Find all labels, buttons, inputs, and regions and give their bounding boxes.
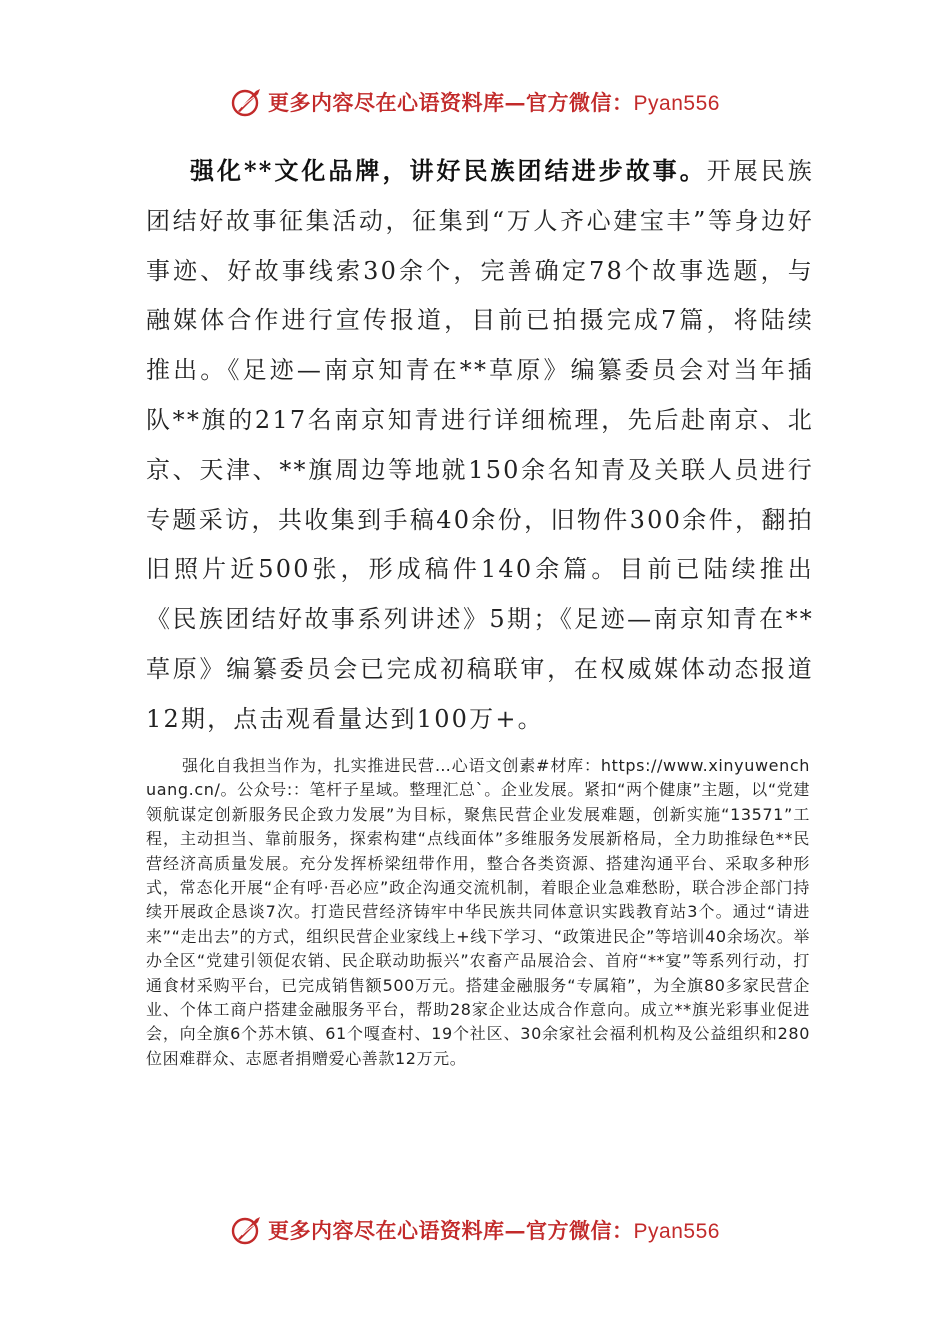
section-1-lead: 强化**文化品牌，讲好民族团结进步故事。 xyxy=(190,156,707,185)
section-2-paragraph: 强化自我担当作为，扎实推进民营…心语文创素#材库：https://www.xinyuwenchuang.cn/。公众号:：笔杆子星域。整理汇总`。企业发展。紧扣“两个健康”主题，以“党建领航谋定创新服务民企致力发展”为目标，聚焦民营企业发展难题，创新实施“13571”工程，主动担当、靠前服务，探索构建“点线面体”多维服务发展新格局，全力助推绿色**民营经济高质量发展。充分发挥桥梁纽带作用，整合各类资源、搭建沟通平台、采取多种形式，常态化开展“企有呼·吾必应”政企沟通交流机制，着眼企业急难愁盼，联合涉企部门持续开展政企恳谈7次。打造民营经济铸牢中华民族共同体意识实践教育站3个。通过“请进来”“走出去”的方式，组织民营企业家线上+线下学习、“政策进民企”等培训40余场次。举办全区“党建引领促农销、民企联动助振兴”农畜产品展洽会、首府“**宴”等系列行动，打通食材采购平台，已完成销售额500万元。搭建金融服务“专属箱”，为全旗80多家民营企业、个体工商户搭建金融服务平台，帮助28家企业达成合作意向。成立**旗光彩事业促进会，向全旗6个苏木镇、61个嘎查村、19个社区、30余家社会福利机构及公益组织和280位困难群众、志愿者捐赠爱心善款12万元。 xyxy=(146,756,810,1068)
footer-wechat-id: Pyan556 xyxy=(633,1220,720,1243)
footer-banner xyxy=(0,1208,950,1252)
section-1-body: 开展民族团结好故事征集活动，征集到“万人齐心建宝丰”等身边好事迹、好故事线索30余个，完善确定78个故事选题，与融媒体合作进行宣传报道，目前已拍摄完成7篇，将陆续推出。《足迹—南京知青在**草原》编纂委员会对当年插队**旗的217名南京知青进行详细梳理，先后赴南京、北京、天津、**旗周边等地就150余名知青及关联人员进行专题采访，共收集到手稿40余份，旧物件300余件，翻拍旧照片近500张，形成稿件140余篇。目前已陆续推出《民族团结好故事系列讲述》5期；《足迹—南京知青在**草原》编纂委员会已完成初稿联审，在权威媒体动态报道12期，点击观看量达到100万+。 xyxy=(146,157,814,733)
header-banner-text: 更多内容尽在心语资料库—官方微信：Pyan556 xyxy=(268,90,720,115)
section-1-paragraph xyxy=(146,146,814,745)
header-wechat-id: Pyan556 xyxy=(633,92,720,115)
footer-banner-text: 更多内容尽在心语资料库—官方微信：Pyan556 xyxy=(268,1218,720,1243)
quill-pen-logo-icon xyxy=(230,85,264,119)
quill-pen-logo-icon xyxy=(230,1213,264,1247)
header-banner xyxy=(0,80,950,124)
